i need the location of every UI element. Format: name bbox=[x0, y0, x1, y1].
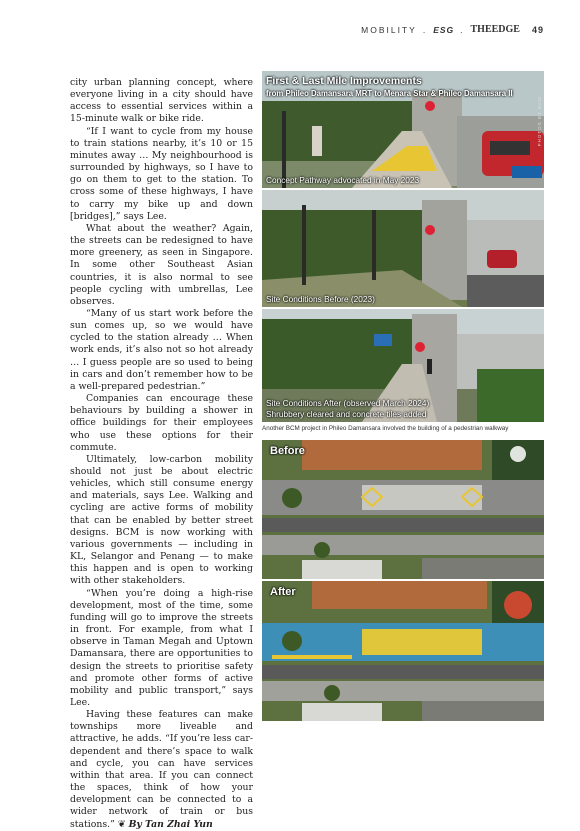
paragraph: Ultimately, low-carbon mobility should not just be about electric vehicles, which still consume energy and materials, says Lee. Walking and cycling are active forms of mobility that can be enabled by better street designs. BCM is now working with various governments — including in KL, Selangor and Penang — to make this happen and is open to working with other stakeholders. bbox=[70, 453, 253, 587]
paragraph: What about the weather? Again, the streets can be redesigned to have more greenery, as seen in Singapore. In some other Southeast Asian countries, it is also normal to see people cycling with umbrellas, Lee observes. bbox=[70, 222, 253, 307]
before-image bbox=[262, 190, 544, 307]
aerial-before-label: Before bbox=[270, 445, 305, 457]
paragraph: Companies can encourage these behaviours by building a shower in office buildings for their employees who use these options for their commute. bbox=[70, 393, 253, 453]
paragraph: “If I want to cycle from my house to train stations nearby, it’s 10 or 15 minutes away … My neighbourhood is surrounded by highways, so I have to go on them to get to the station. To cross some of these highways, I have to carry my bike up and down [bridges],” says Lee. bbox=[70, 125, 253, 222]
aerial-after bbox=[262, 581, 544, 721]
paragraph: “Many of us start work before the sun comes up, so we would have cycled to the station already … When work ends, it’s also not so hot already … I guess people are so used to being in cars and don’t remember how to be a well-prepared pedestrian.” bbox=[70, 307, 253, 392]
photo-caption: Another BCM project in Phileo Damansara involved the building of a pedestrian walkway bbox=[262, 425, 509, 432]
aerial-after-image bbox=[262, 581, 544, 721]
page-number: 49 bbox=[531, 24, 544, 35]
article-column bbox=[70, 77, 253, 831]
aerial-after-label: After bbox=[270, 586, 296, 598]
paragraph-text: Having these features can make townships more liveable and attractive, he adds. “If you’re less car-dependent and there’s space to walk and cycle, you can have services within that area. If you can connect the spaces, think of how your development can be connected to a wider network of train or bus stations.” bbox=[70, 709, 253, 830]
before-label: Site Conditions Before (2023) bbox=[266, 294, 375, 304]
aerial-before-image bbox=[262, 440, 544, 579]
photo-concept bbox=[262, 71, 544, 188]
photo-title: First & Last Mile Improvements bbox=[266, 75, 422, 87]
esg-label: ESG bbox=[433, 24, 455, 35]
paragraph-last bbox=[70, 709, 253, 831]
end-mark-icon: ❦ bbox=[117, 818, 126, 830]
separator-dot: . bbox=[422, 24, 428, 35]
paragraph: city urban planning concept, where everyone living in a city should have access to essential services within a 15-minute walk or bike ride. bbox=[70, 77, 253, 125]
paragraph: “When you’re doing a high-rise development, most of the time, some funding will go to improve the streets in front. For example, from what I observe in Taman Megah and Uptown Damansara, there are opportunities to design the streets to prioritise safety and promote other forms of active mobility and public transport,” says Lee. bbox=[70, 587, 253, 708]
photo-after bbox=[262, 309, 544, 422]
aerial-before bbox=[262, 440, 544, 579]
brand-logo: THEEDGE bbox=[470, 24, 520, 35]
after-detail-label: Shrubbery cleared and concrete tiles added bbox=[266, 409, 427, 419]
photo-before bbox=[262, 190, 544, 307]
concept-label: Concept Pathway advocated in May 2023 bbox=[266, 175, 420, 185]
photo-subtitle: from Phileo Damansara MRT to Menara Star & Phileo Damansara II bbox=[266, 89, 513, 98]
separator-dot: . bbox=[460, 24, 465, 35]
page-header bbox=[361, 24, 544, 35]
byline: By Tan Zhai Yun bbox=[128, 818, 213, 830]
section-name: MOBILITY bbox=[361, 24, 417, 35]
after-label: Site Conditions After (observed March 2024) bbox=[266, 398, 430, 408]
photo-credit: PHOTOS BY BCM bbox=[537, 96, 542, 147]
